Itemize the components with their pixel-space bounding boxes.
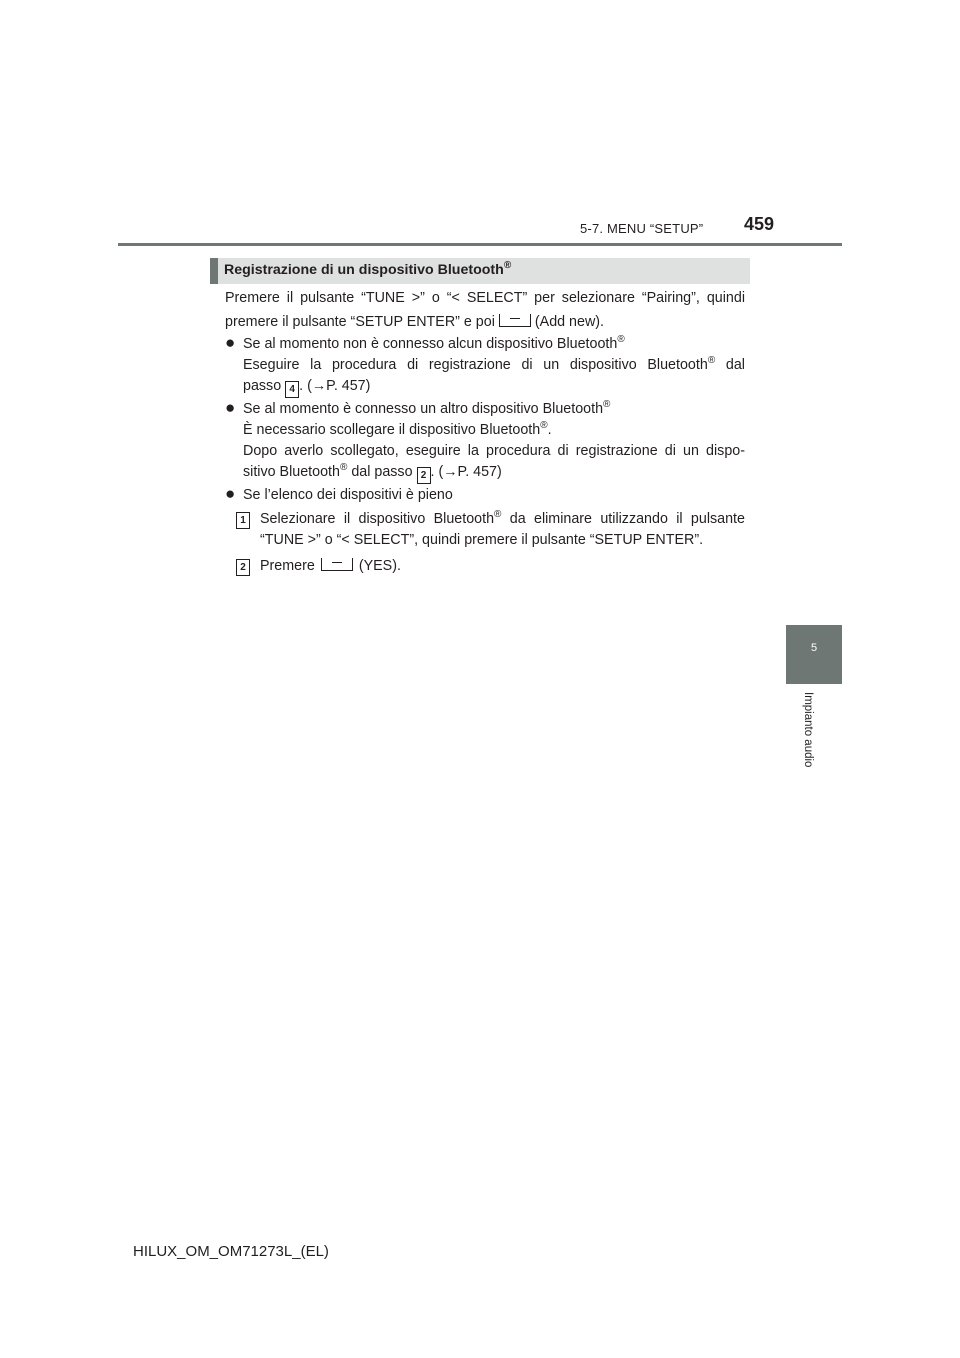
case2-heading: Se al momento è connesso un altro dispositivo Bluetooth® — [243, 399, 611, 417]
case1-text-1: Eseguire la procedura di registrazione di un dispositivo Bluetooth® dal — [243, 355, 745, 373]
case3-step2-text: Premere (YES). — [260, 558, 401, 574]
step-number-box: 4 — [285, 381, 299, 398]
step-number-box: 2 — [417, 467, 431, 484]
registered-mark: ® — [617, 334, 625, 345]
registered-mark: ® — [603, 399, 611, 410]
step-1-marker: 1 — [236, 512, 250, 529]
section-title-accent — [210, 258, 218, 284]
case3-heading: Se l’elenco dei dispositivi è pieno — [243, 487, 453, 503]
chapter-tab-label — [800, 692, 816, 802]
header-rule — [118, 243, 842, 246]
bullet-icon: ● — [225, 398, 236, 417]
case1-heading: Se al momento non è connesso alcun dispositivo Bluetooth® — [243, 334, 625, 352]
registered-mark: ® — [707, 355, 716, 366]
section-reference: 5-7. MENU “SETUP” — [580, 221, 704, 236]
chapter-tab-number: 5 — [810, 642, 818, 654]
chapter-tab-label-text: Impianto audio — [802, 692, 814, 768]
bullet-icon: ● — [225, 333, 236, 352]
case3-step1-text-2: “TUNE >” o “< SELECT”, quindi premere il pulsante “SETUP ENTER”. — [260, 532, 704, 548]
section-title: Registrazione di un dispositivo Bluetooth® — [224, 260, 512, 278]
chapter-tab — [786, 625, 842, 684]
case2-text-3: sitivo Bluetooth® dal passo 2 . (→P. 457) — [243, 464, 502, 484]
step-2-marker: 2 — [236, 559, 250, 576]
registered-mark: ® — [339, 462, 348, 473]
intro-line-1: Premere il pulsante “TUNE >” o “< SELECT” per selezionare “Pairing”, quindi — [225, 290, 745, 306]
softkey-button-icon — [499, 314, 531, 327]
document-code: HILUX_OM_OM71273L_(EL) — [133, 1243, 329, 1260]
registered-mark: ® — [503, 260, 512, 271]
case1-text-2: passo 4 . (→P. 457) — [243, 378, 370, 398]
page-number: 459 — [744, 214, 775, 234]
registered-mark: ® — [540, 420, 548, 431]
case3-step1-text-1: Selezionare il dispositivo Bluetooth® da eliminare utilizzando il pulsante — [260, 509, 745, 527]
registered-mark: ® — [494, 509, 502, 520]
section-title-bar — [210, 258, 750, 284]
case2-text-1: È necessario scollegare il dispositivo Bluetooth®. — [243, 420, 552, 438]
bullet-icon: ● — [225, 484, 236, 503]
intro-line-2: premere il pulsante “SETUP ENTER” e poi (Add new). — [225, 314, 605, 330]
case2-text-2: Dopo averlo scollegato, eseguire la procedura di registrazione di un dispo- — [243, 443, 745, 459]
softkey-button-icon — [321, 558, 353, 571]
